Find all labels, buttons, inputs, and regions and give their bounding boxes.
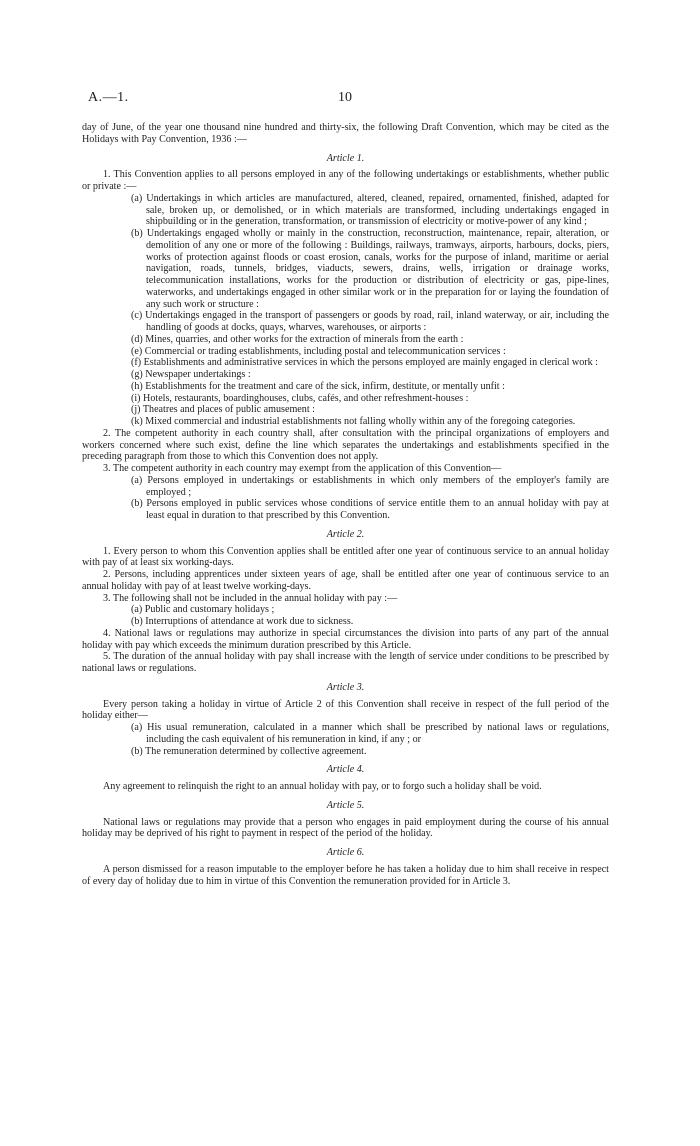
sub-clause: (f) Establishments and administrative services in which the persons employed are mainly engaged in clerical work :	[131, 357, 598, 369]
sub-clause: (a) Public and customary holidays ;	[131, 604, 275, 616]
paragraph: A person dismissed for a reason imputable to the employer before he has taken a holiday due to him shall receive in respect of every day of holiday due to him in virtue of this Convention the remuneration provided for in Article 3.	[82, 863, 609, 887]
sub-clause: (b) Interruptions of attendance at work due to sickness.	[131, 616, 354, 627]
sub-clause: (a) His usual remuneration, calculated in a manner which shall be prescribed by national laws or regulations, including the cash equivalent of his remuneration in kind, if any ; or	[131, 722, 609, 745]
sub-clause: (b) Undertakings engaged wholly or mainly in the construction, reconstruction, maintenance, repair, alteration, or demolition of any one or more of the following : Buildings, railways, tramways, airports, harbours, docks, piers, works of protection against floods or coast erosion, canals, works for the purpose of inland, maritime or aerial navigation, roads, tunnels, bridges, viaducts, sewers, drains, wells, irrigation or drainage works, telecommunication installations, works for the production or distribution of electricity or gas, pipe-lines, waterworks, and undertakings engaged in other similar work or in the preparation for or laying the foundation of any such work or structure :	[131, 228, 609, 310]
paragraph: 1. Every person to whom this Convention applies shall be entitled after one year of continuous service to an annual holiday with pay of at least six working-days.	[82, 545, 609, 569]
sub-clause: (b) The remuneration determined by collective agreement.	[131, 745, 367, 757]
paragraph: Any agreement to relinquish the right to an annual holiday with pay, or to forgo such a holiday shall be void.	[103, 781, 542, 792]
article-heading: Article 1.	[326, 152, 365, 164]
sub-clause: (a) Persons employed in undertakings or establishments in which only members of the employer's family are employed ;	[131, 474, 609, 498]
paragraph: 1. This Convention applies to all persons employed in any of the following undertakings or establishments, whether public or private :—	[82, 169, 609, 192]
sub-clause: (c) Undertakings engaged in the transport of passengers or goods by road, rail, inland waterway, or air, including the handling of goods at docks, quays, wharves, warehouses, or airports :	[131, 310, 609, 333]
sub-clause: (g) Newspaper undertakings :	[131, 369, 251, 380]
paragraph: 3. The competent authority in each country may exempt from the application of this Convention—	[103, 463, 502, 474]
article-heading: Article 5.	[326, 799, 365, 811]
sub-clause: (h) Establishments for the treatment and care of the sick, infirm, destitute, or mentally unfit :	[131, 380, 505, 392]
article-heading: Article 6.	[326, 847, 365, 858]
paragraph: 2. The competent authority in each country shall, after consultation with the principal organizations of employers and workers concerned where such exist, define the line which separates the undertakings and establishments specified in the preceding paragraph from those to which this Convention does not apply.	[82, 427, 609, 463]
document-body	[82, 122, 609, 887]
paragraph: 2. Persons, including apprentices under sixteen years of age, shall be entitled after one year of continuous service to an annual holiday with pay of at least twelve working-days.	[82, 569, 609, 592]
paragraph: 3. The following shall not be included in the annual holiday with pay :—	[103, 592, 398, 604]
article-heading: Article 3.	[326, 681, 365, 693]
paragraph: 4. National laws or regulations may authorize in special circumstances the division into parts of any part of the annual holiday with pay which exceeds the minimum duration prescribed by this Article.	[82, 627, 609, 651]
page-number: 10	[338, 90, 352, 105]
sub-clause: (i) Hotels, restaurants, boardinghouses, clubs, cafés, and other refreshment-houses :	[131, 392, 469, 404]
running-header: A.—1.	[88, 90, 129, 105]
sub-clause: (d) Mines, quarries, and other works for the extraction of minerals from the earth :	[131, 333, 464, 345]
sub-clause: (j) Theatres and places of public amusement :	[131, 404, 315, 416]
paragraph: 5. The duration of the annual holiday with pay shall increase with the length of service under conditions to be prescribed by national laws or regulations.	[82, 651, 609, 674]
sub-clause: (b) Persons employed in public services whose conditions of service entitle them to an annual holiday with pay at least equal in duration to that prescribed by this Convention.	[131, 498, 609, 521]
article-heading: Article 2.	[326, 528, 365, 540]
sub-clause: (a) Undertakings in which articles are manufactured, altered, cleaned, repaired, ornamented, finished, adapted for sale, broken up, or demolished, or in which materials are transformed, including undertakings engaged in shipbuilding or in the generation, transformation, or transmission of electricity or motive-power of any kind ;	[131, 192, 609, 228]
article-heading: Article 4.	[326, 764, 365, 776]
sub-clause: (e) Commercial or trading establishments, including postal and telecommunication services :	[131, 345, 506, 357]
paragraph: Every person taking a holiday in virtue of Article 2 of this Convention shall receive in respect of the full period of the holiday either—	[82, 698, 609, 722]
sub-clause: (k) Mixed commercial and industrial establishments not falling wholly within any of the foregoing categories.	[131, 416, 576, 427]
paragraph: day of June, of the year one thousand nine hundred and thirty-six, the following Draft Convention, which may be cited as the Holidays with Pay Convention, 1936 :—	[82, 122, 609, 145]
paragraph: National laws or regulations may provide that a person who engages in paid employment during the course of his annual holiday may be deprived of his right to payment in respect of the period of the holiday.	[82, 816, 609, 840]
